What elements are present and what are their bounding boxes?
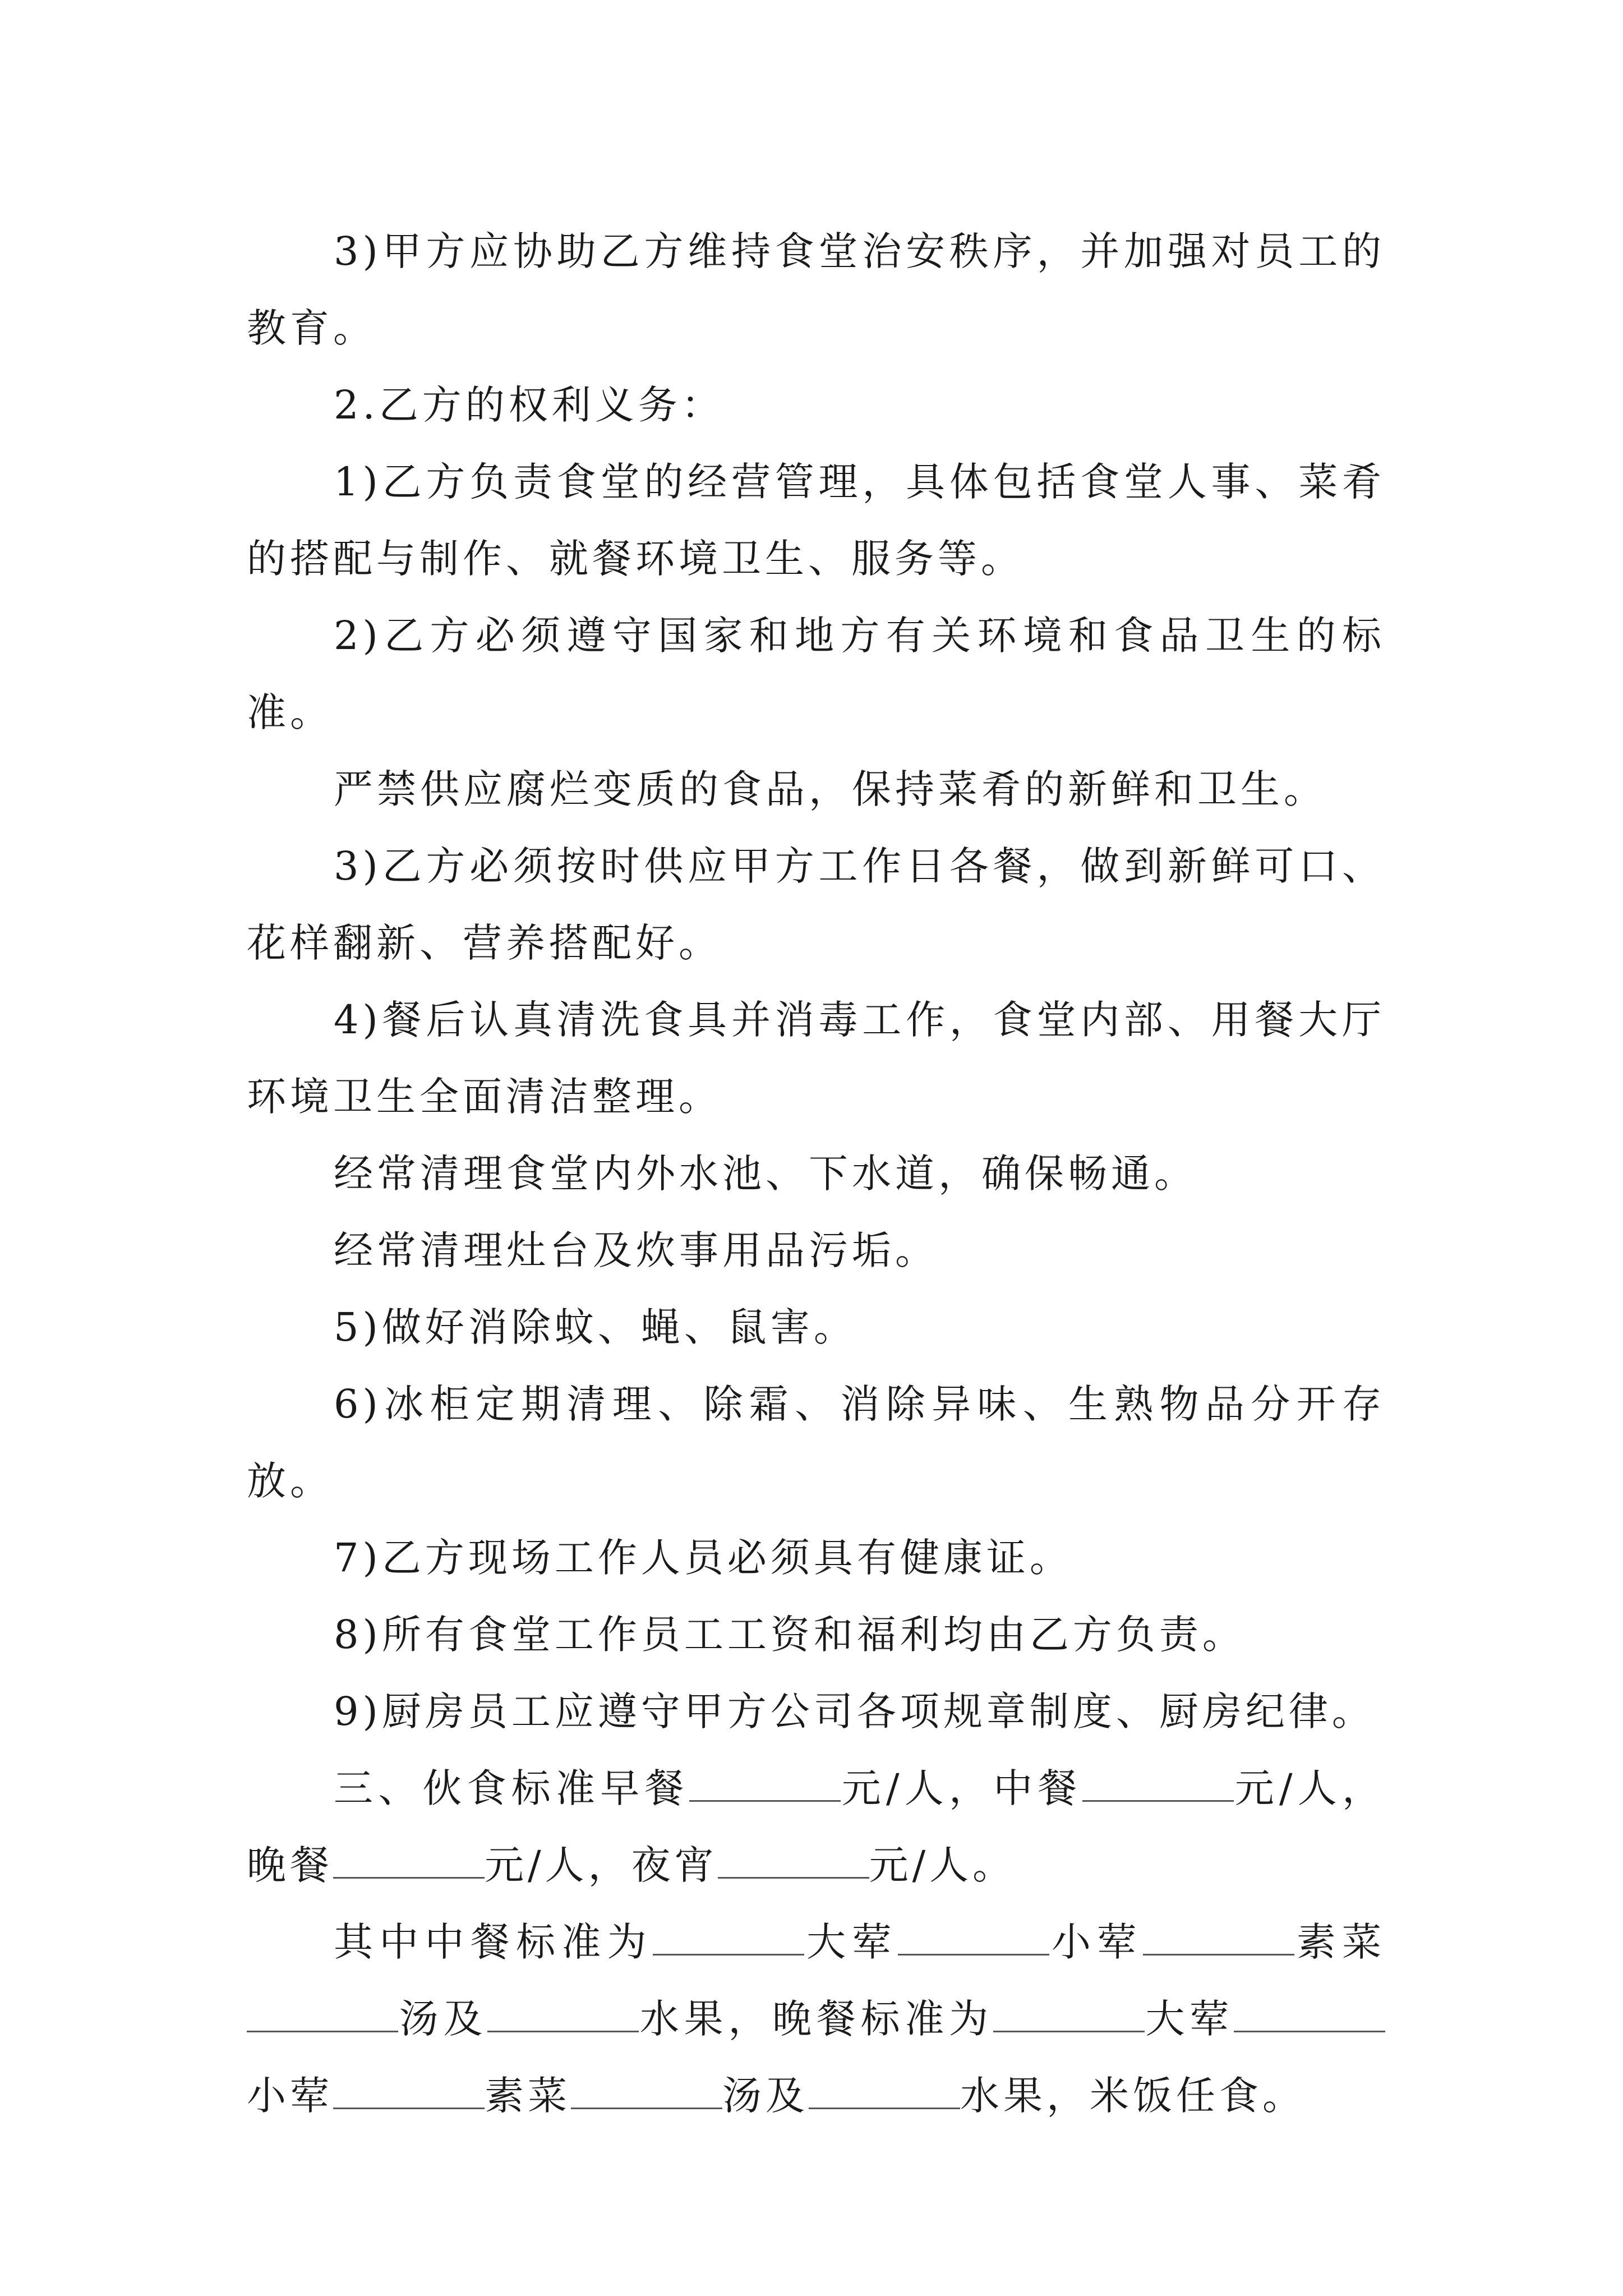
lunch-side-meat-blank (898, 1920, 1049, 1955)
lunch-dinner-text: 汤及 (398, 1996, 488, 2042)
lunch-dinner-text: 素菜 (485, 2073, 571, 2119)
lunch-dinner-text: 素菜 (1294, 1919, 1386, 1965)
dinner-fruit-blank (809, 2074, 960, 2109)
lunch-dinner-text: 小荤 (247, 2073, 333, 2119)
clause-b4-detail-paragraph-2: 经常清理灶台及炊事用品污垢。 (334, 1227, 938, 1273)
lunch-dinner-text: 其中中餐标准为 (334, 1919, 653, 1965)
dinner-price-blank (333, 1843, 485, 1879)
clause-b4-detail-paragraph-1: 经常清理食堂内外水池、下水道，确保畅通。 (334, 1151, 1197, 1197)
clause-b5-paragraph: 5)做好消除蚊、蝇、鼠害。 (334, 1304, 857, 1350)
section-b-heading: 2.乙方的权利义务： (334, 382, 725, 428)
dinner-vegetable-blank (333, 2074, 485, 2109)
late-night-price-blank (718, 1843, 869, 1879)
clause-b2-paragraph: 2)乙方必须遵守国家和地方有关环境和食品卫生的标准。 (247, 613, 1385, 735)
document-body (247, 213, 1385, 2134)
lunch-main-meat-blank (653, 1920, 804, 1955)
lunch-dinner-text: 汤及 (722, 2073, 809, 2119)
lunch-soup-blank (247, 1997, 398, 2032)
clause-b1-paragraph: 1)乙方负责食堂的经营管理，具体包括食堂人事、菜肴的搭配与制作、就餐环境卫生、服务等。 (247, 459, 1385, 582)
dinner-side-meat-blank (1234, 1997, 1385, 2032)
lunch-dinner-text: 水果，晚餐标准为 (639, 1996, 993, 2042)
meal-standard-text: 元/人，晚餐 (247, 1765, 1385, 1888)
meal-standard-text: 三、伙食标准早餐 (334, 1765, 689, 1811)
lunch-dinner-text: 大荤 (804, 1919, 898, 1965)
lunch-dinner-standard-paragraph (247, 1904, 1385, 2134)
dinner-soup-blank (571, 2074, 722, 2109)
clause-b8-paragraph: 8)所有食堂工作员工工资和福利均由乙方负责。 (334, 1612, 1246, 1658)
lunch-dinner-text: 大荤 (1144, 1996, 1234, 2042)
meal-standard-text: 元/人，夜宵 (485, 1842, 718, 1888)
meal-standard-paragraph (247, 1750, 1385, 1904)
clause-b4-paragraph: 4)餐后认真清洗食具并消毒工作，食堂内部、用餐大厅环境卫生全面清洁整理。 (247, 997, 1385, 1120)
meal-standard-text: 元/人。 (869, 1842, 1016, 1888)
meal-standard-text: 元/人，中餐 (840, 1765, 1082, 1811)
clause-b7-paragraph: 7)乙方现场工作人员必须具有健康证。 (334, 1535, 1073, 1581)
breakfast-price-blank (689, 1766, 841, 1802)
dinner-main-meat-blank (993, 1997, 1145, 2032)
lunch-fruit-blank (487, 1997, 639, 2032)
clause-b9-paragraph: 9)厨房员工应遵守甲方公司各项规章制度、厨房纪律。 (334, 1688, 1375, 1734)
clause-b2-detail-paragraph: 严禁供应腐烂变质的食品，保持菜肴的新鲜和卫生。 (334, 766, 1327, 812)
lunch-vegetable-blank (1143, 1920, 1294, 1955)
clause-b3-paragraph: 3)乙方必须按时供应甲方工作日各餐，做到新鲜可口、花样翻新、营养搭配好。 (247, 843, 1385, 966)
lunch-price-blank (1082, 1766, 1234, 1802)
clause-a3-paragraph: 3)甲方应协助乙方维持食堂治安秩序，并加强对员工的教育。 (247, 228, 1385, 351)
clause-b6-paragraph: 6)冰柜定期清理、除霜、消除异味、生熟物品分开存放。 (247, 1381, 1385, 1504)
lunch-dinner-text: 小荤 (1049, 1919, 1143, 1965)
lunch-dinner-text: 水果，米饭任食。 (960, 2073, 1306, 2119)
